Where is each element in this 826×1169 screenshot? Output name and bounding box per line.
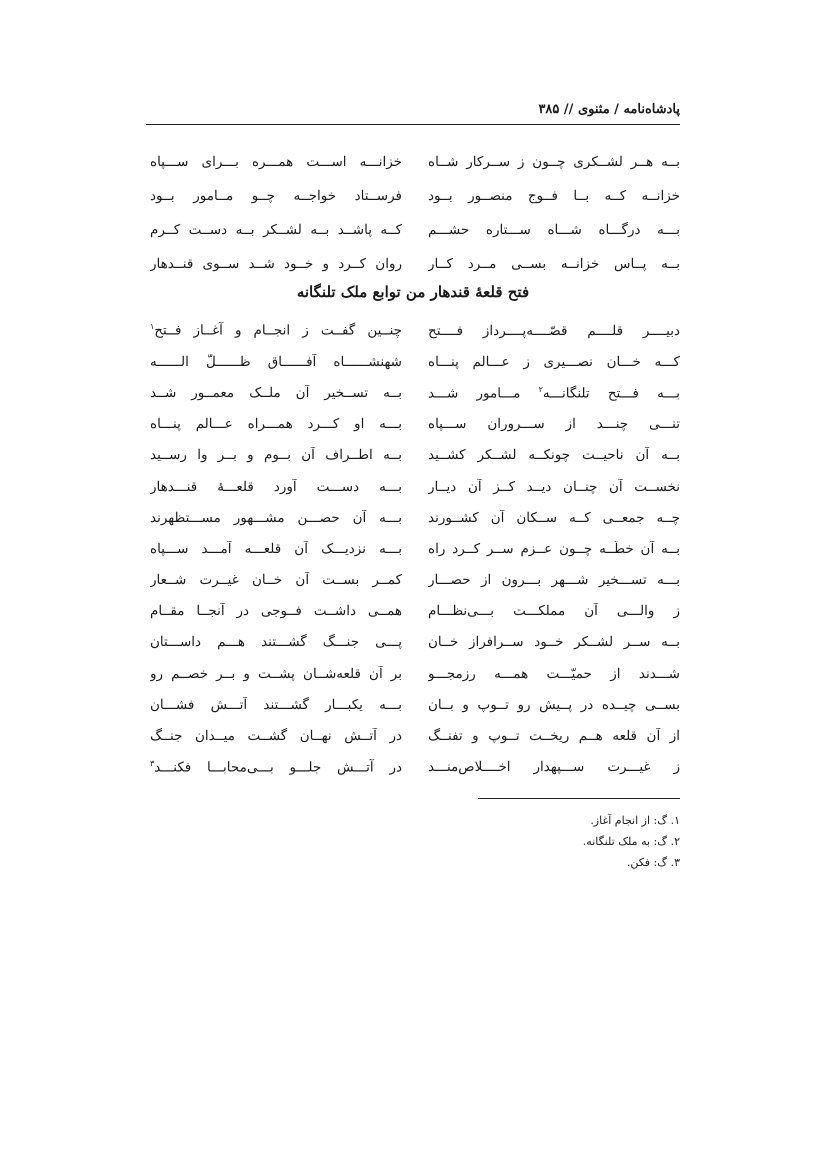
running-head: پادشاه‌نامه / مثنوی // ۳۸۵ [538,102,680,117]
couplet [150,213,680,247]
couplet [150,247,680,281]
couplet [150,409,680,440]
couplet [150,720,680,751]
couplet [150,689,680,720]
stanza-opening [150,145,680,281]
header-rule [146,124,680,125]
hemistich-first: کـــه خـــان نصـــیری ز عـــالم پنـــاه [428,353,680,370]
hemistich-second: پـــی جنـــگ گشـــتند هـــم داســـتان [150,634,402,651]
hemistich-first: بــه آن ناحیــت چونکــه لشــکر کشــید [428,447,680,464]
couplet [150,658,680,689]
couplet [150,502,680,533]
hemistich-first: ز غیـــرت ســـپهدار اخــــلاص‌منـــد [428,759,680,776]
hemistich-second: در آتــش نهــان گشــت میــدان جنــگ [150,728,402,745]
hemistich-second: بــه تســخیر آن ملــک معمــور شــد [150,384,402,401]
couplet [150,346,680,377]
hemistich-second: بــه اطــراف آن بــوم و بــر وا رســید [150,447,402,464]
verse-text: مـــامور شـــد [428,385,539,402]
footnote-rule [478,798,680,799]
footnote: ۳. گ: فکن. [626,856,680,869]
couplet [150,377,680,408]
hemistich-first: دبیــــر قلــــم قصّــــه‌پــــرداز فــــتح [428,322,680,339]
footnote-marker: ۳ [150,758,155,768]
footnote-marker: ۱ [150,322,155,332]
hemistich-second: همــی داشــت فــوجی در آنجــا مقــام [150,603,402,620]
couplet [150,596,680,627]
hemistich-first: از آن قلعه هــم ریخــت تــوپ و تفنــگ [428,728,680,745]
hemistich-second: بـــه آن حصـــن مشـــهور مســـتظهرند [150,509,402,526]
footnote-marker: ۲ [538,384,543,394]
hemistich-first: شـــدند از حمیّـــت همـــه رزمجـــو [428,665,680,682]
hemistich-second: روان کــرد و خــود شــد ســوی قنــدهار [150,256,402,272]
hemistich-first: چــه جمعــی کــه ســکان آن کشــورند [428,509,680,526]
hemistich-first: تنـــی چنـــد از ســـروران ســـپاه [428,416,680,433]
hemistich-second [150,322,402,339]
hemistich-second: بـــه نزدیـــک آن قلعـــه آمـــد ســـپاه [150,540,402,557]
couplet [150,471,680,502]
hemistich-first [428,385,680,402]
hemistich-first: بــه هــر لشــکری چــون ز ســرکار شــاه [428,154,680,170]
couplet [150,752,680,783]
hemistich-second: بـــه او کـــرد همـــراه عـــالم پنـــاه [150,416,402,433]
hemistich-first: ز والـــی آن مملکـــت بـــی‌نظـــام [428,603,680,620]
couplet [150,627,680,658]
footnote: ۲. گ: به ملک تلنگانه. [582,835,680,848]
couplet [150,179,680,213]
footnote: ۱. گ: از انجام آغاز. [590,814,680,827]
section-title: فتح قلعهٔ قندهار من توابع ملک تلنگانه [296,283,530,301]
hemistich-second: کــه پاشــد بــه لشــکر بــه دســت کــرم [150,222,402,238]
stanza-conquest [150,315,680,783]
couplet [150,315,680,346]
hemistich-first: بــه ســر لشــکر خــود ســرافراز خــان [428,634,680,651]
hemistich-first: بـــه درگـــاه شـــاه ســـتاره حشـــم [428,222,680,238]
hemistich-first: بــه پــاس خزانــه بســی مــرد کــار [428,256,680,272]
footnotes [380,810,680,873]
couplet [150,565,680,596]
hemistich-second: خزانـــه اســـت همـــره بـــرای ســـپاه [150,154,402,170]
verse-text: چنــین گفــت ز انجــام و آغــاز فــتح [154,322,402,339]
couplet [150,533,680,564]
verse-text: در آتـــش جلـــو بـــی‌محابـــا فکنـــد [154,759,402,776]
hemistich-second [150,759,402,776]
couplet [150,145,680,179]
hemistich-first: بســی چیــده در پــیش رو تــوپ و بــان [428,696,680,713]
hemistich-first: بـــه تســـخیر شـــهر بـــرون از حصـــار [428,572,680,589]
hemistich-second: بـــه دســـت آورد قلعـــهٔ قنـــدهار [150,478,402,495]
couplet [150,440,680,471]
hemistich-first: نخســت آن چنــان دیــد کــز آن دیــار [428,478,680,495]
hemistich-second: بـــه یکبـــار گشـــتند آتـــش فشـــان [150,696,402,713]
hemistich-second: فرســتاد خواجــه چــو مــامور بــود [150,188,402,204]
hemistich-first: بــه آن خطّــه چــون عــزم ســر کــرد راه [428,540,680,557]
hemistich-second: بر آن قلعه‌شــان پشــت و بــر خصــم رو [150,665,402,682]
verse-text: بـــه فـــتح تلنگانـــه [542,385,680,402]
hemistich-first: خزانــه کــه بــا فــوج منصــور بــود [428,188,680,204]
hemistich-second: کمــر بســت آن خــان غیــرت شــعار [150,572,402,589]
hemistich-second: شهنشــــــاه آفــــــاق ظــــــلّ الــــــه [150,353,402,370]
